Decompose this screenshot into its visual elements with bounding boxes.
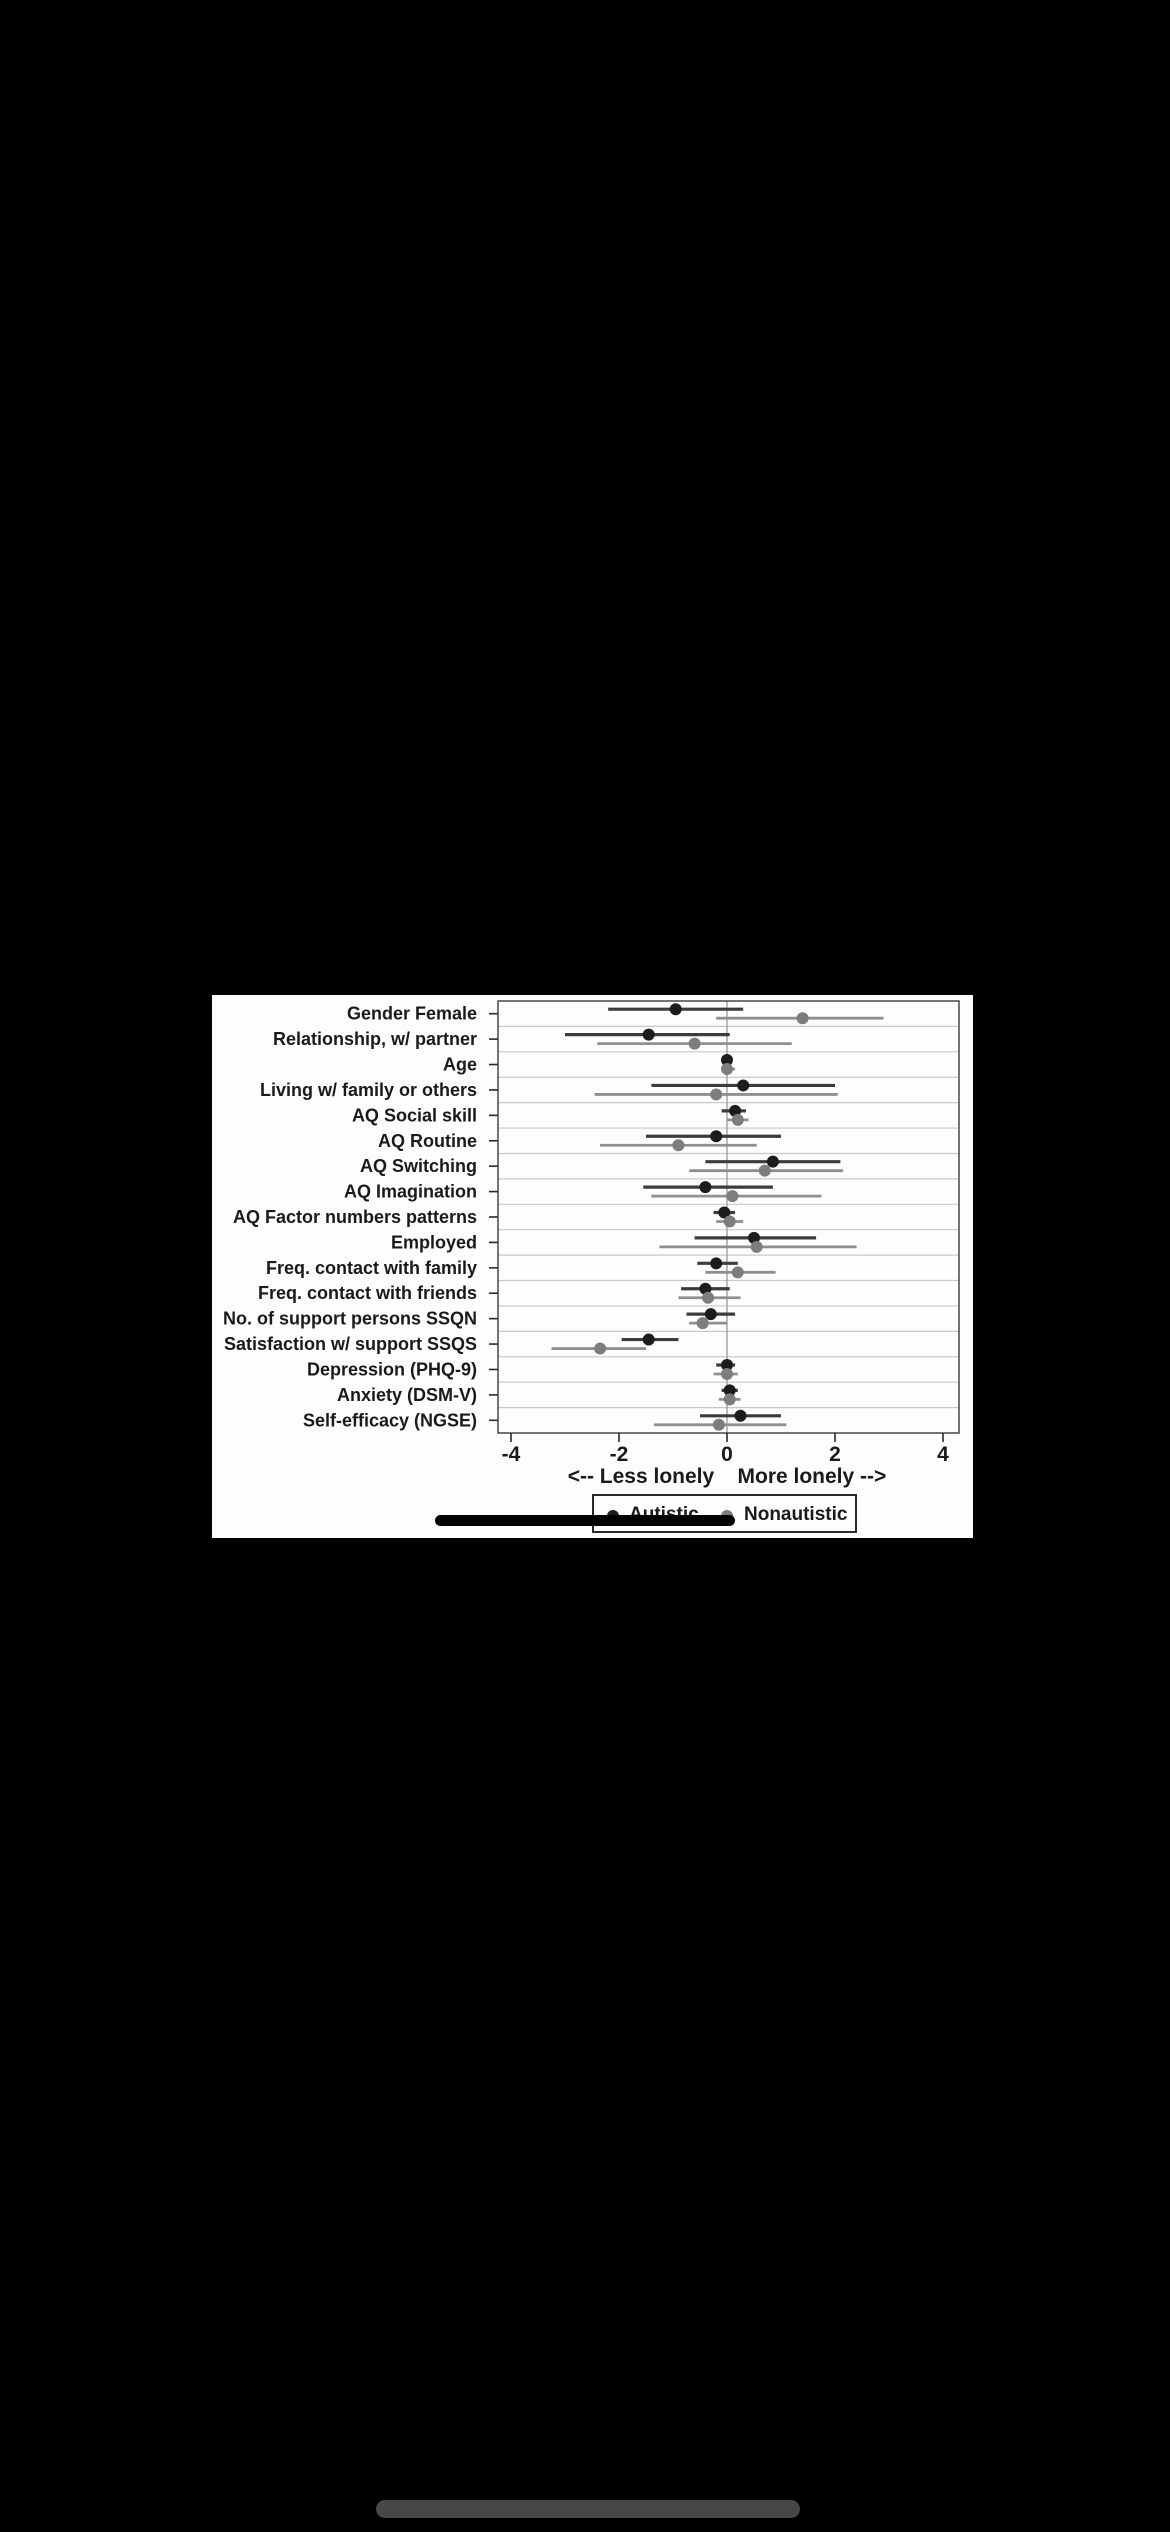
point-marker-nonautistic [751, 1241, 763, 1253]
category-label: AQ Social skill [351, 1105, 477, 1126]
x-tick-label: 0 [721, 1443, 733, 1466]
point-marker-autistic [643, 1029, 655, 1041]
category-label: AQ Imagination [343, 1181, 477, 1202]
point-marker-autistic [705, 1308, 717, 1320]
x-axis-title: <-- Less lonely More lonely --> [567, 1465, 887, 1488]
category-label: Relationship, w/ partner [272, 1029, 477, 1050]
point-marker-autistic [767, 1156, 779, 1168]
figure-panel [212, 995, 973, 1538]
point-marker-autistic [735, 1410, 747, 1422]
category-label: Living w/ family or others [259, 1079, 477, 1100]
x-tick-label: 2 [829, 1443, 841, 1466]
point-marker-autistic [710, 1257, 722, 1269]
category-label: Anxiety (DSM-V) [336, 1384, 477, 1405]
category-label: AQ Factor numbers patterns [232, 1207, 477, 1227]
legend [592, 1494, 857, 1533]
point-marker-nonautistic [732, 1114, 744, 1126]
point-marker-autistic [699, 1181, 711, 1193]
point-marker-nonautistic [721, 1368, 733, 1380]
point-marker-nonautistic [724, 1216, 736, 1228]
point-marker-nonautistic [732, 1266, 744, 1278]
point-marker-nonautistic [724, 1393, 736, 1405]
legend-label-nonautistic: Nonautistic [744, 1504, 848, 1525]
point-marker-nonautistic [759, 1165, 771, 1177]
x-tick-label: 4 [937, 1443, 949, 1466]
point-marker-nonautistic [710, 1088, 722, 1100]
point-marker-autistic [643, 1334, 655, 1346]
home-indicator[interactable] [376, 2500, 800, 2518]
point-marker-nonautistic [689, 1038, 701, 1050]
point-marker-nonautistic [594, 1343, 606, 1355]
point-marker-nonautistic [672, 1139, 684, 1151]
category-label: Satisfaction w/ support SSQS [223, 1334, 477, 1355]
x-tick-label: -2 [609, 1443, 629, 1466]
x-tick-label: -4 [501, 1443, 521, 1466]
point-marker-nonautistic [697, 1317, 709, 1329]
category-label: Freq. contact with family [265, 1257, 477, 1278]
point-marker-nonautistic [702, 1292, 714, 1304]
category-label: Freq. contact with friends [257, 1283, 477, 1304]
point-marker-autistic [670, 1003, 682, 1015]
category-label: No. of support persons SSQN [222, 1308, 477, 1329]
point-marker-nonautistic [726, 1190, 738, 1202]
category-label: Depression (PHQ-9) [306, 1359, 477, 1380]
point-marker-autistic [710, 1130, 722, 1142]
redaction-bar [435, 1515, 735, 1526]
category-label: AQ Switching [360, 1156, 477, 1177]
point-marker-nonautistic [797, 1012, 809, 1024]
category-label: AQ Routine [378, 1130, 477, 1151]
category-label: Self-efficacy (NGSE) [302, 1410, 477, 1431]
category-label: Employed [390, 1232, 477, 1253]
forest-plot-svg [212, 995, 973, 1538]
point-marker-autistic [737, 1079, 749, 1091]
point-marker-nonautistic [713, 1419, 725, 1431]
category-label: Age [442, 1054, 477, 1075]
point-marker-nonautistic [721, 1063, 733, 1075]
category-label: Gender Female [346, 1003, 477, 1024]
